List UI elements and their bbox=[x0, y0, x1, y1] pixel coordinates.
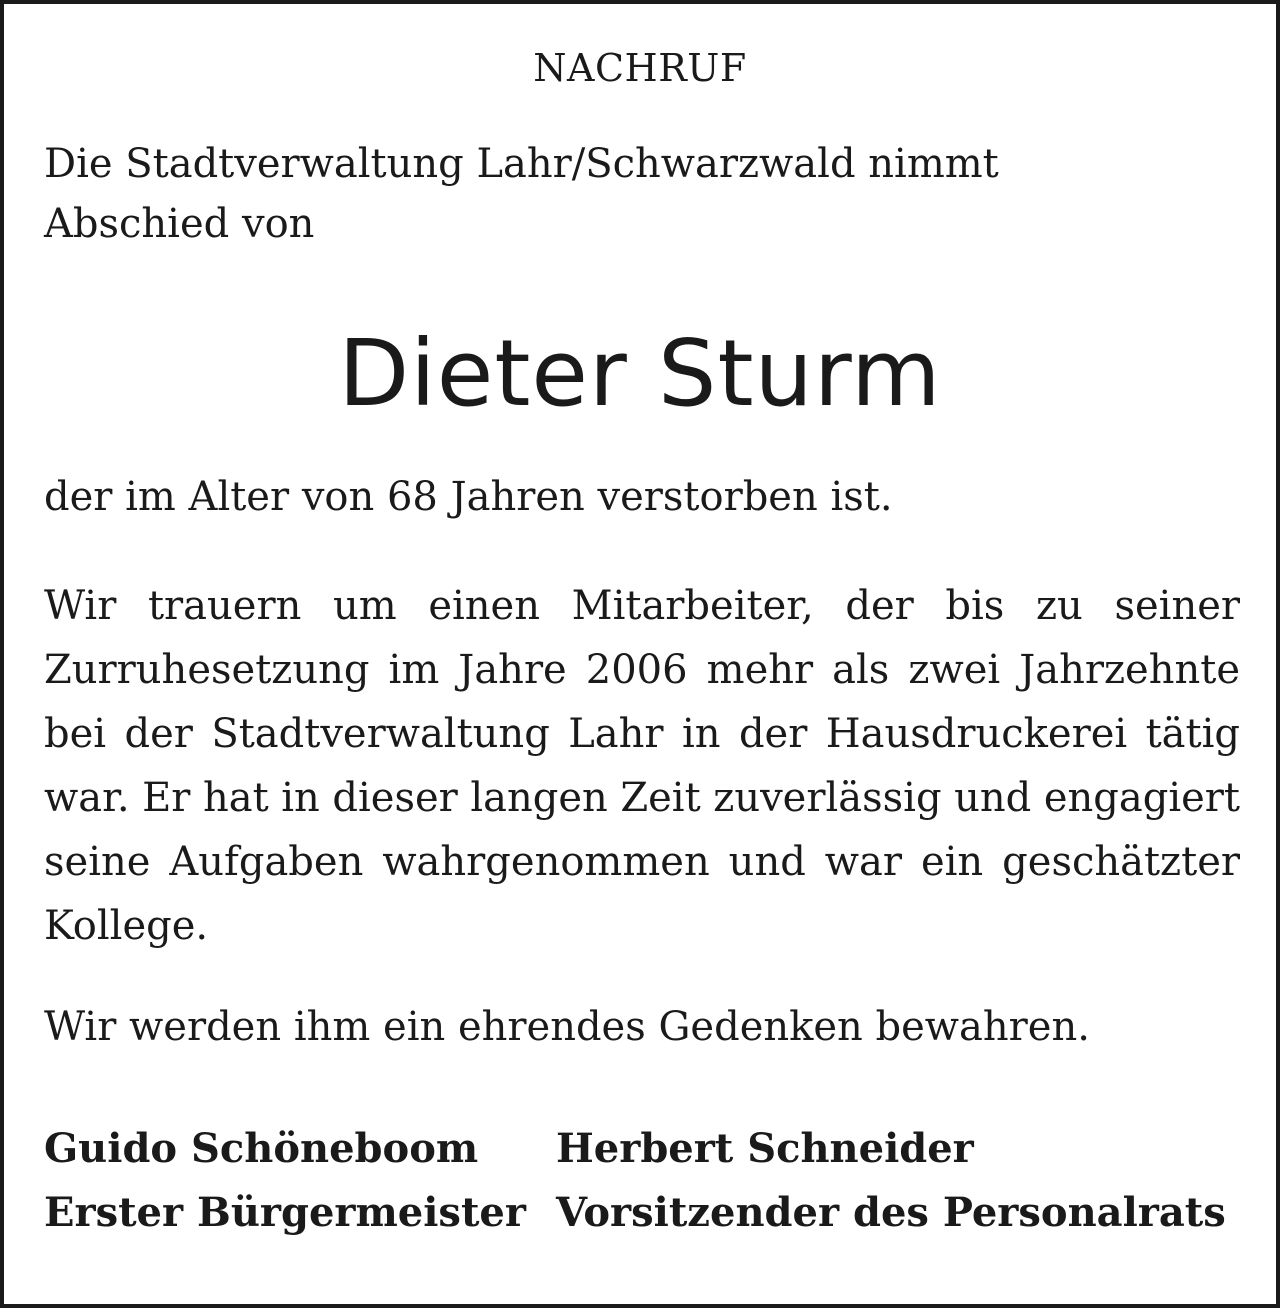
signatory-role: Vorsitzender des Personalrats bbox=[556, 1189, 1226, 1236]
intro-text: Die Stadtverwaltung Lahr/Schwarzwald nimmt Abschied von bbox=[44, 141, 999, 247]
notice-heading: NACHRUF bbox=[533, 46, 747, 90]
age-line: der im Alter von 68 Jahren verstorben ist. bbox=[44, 474, 893, 520]
closing-line: Wir werden ihm ein ehrendes Gedenken bewahren. bbox=[44, 1004, 1090, 1050]
signatory-name: Herbert Schneider bbox=[556, 1125, 974, 1172]
signatory-staff-council bbox=[556, 1117, 1256, 1245]
deceased-name: Dieter Sturm bbox=[338, 320, 942, 427]
signatory-mayor bbox=[44, 1117, 524, 1245]
tribute-paragraph: Wir trauern um einen Mitarbeiter, der bis zu seiner Zurruhesetzung im Jahre 2006 mehr als zwei Jahrzehnte bei der Stadtverwaltung Lahr in der Hausdruckerei tätig war. Er hat in dieser langen Zeit zuverlässig und engagiert seine Aufgaben wahrgenommen und war ein geschätzter Kollege. bbox=[44, 583, 1240, 949]
signatory-name: Guido Schöneboom bbox=[44, 1125, 479, 1172]
signatory-role: Erster Bürgermeister bbox=[44, 1189, 526, 1236]
